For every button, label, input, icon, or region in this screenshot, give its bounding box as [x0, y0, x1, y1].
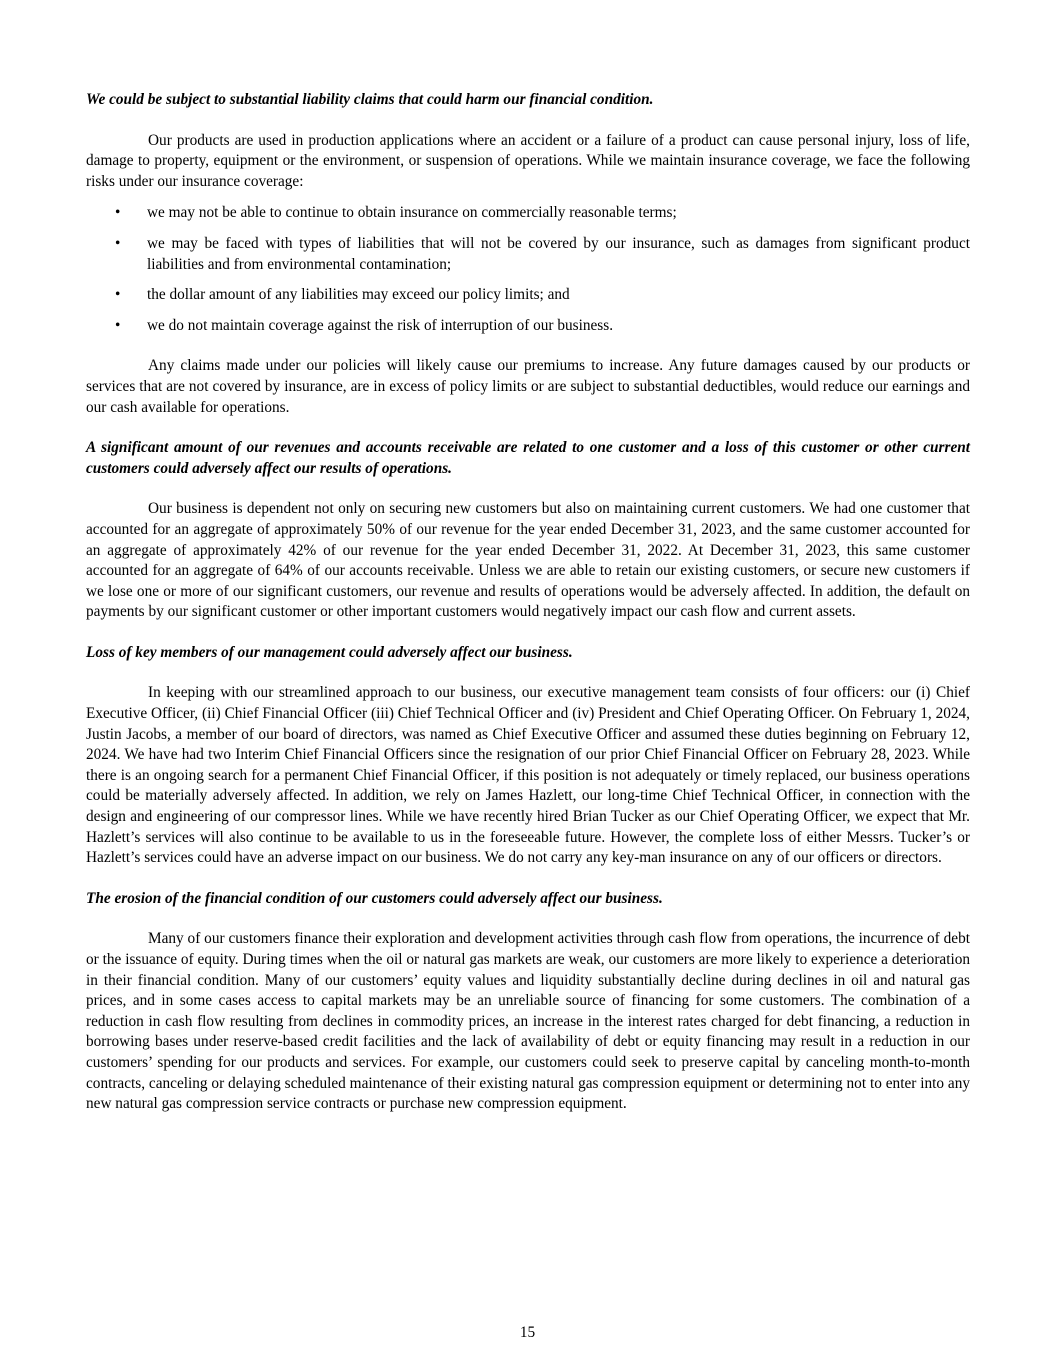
section-heading-key-management: Loss of key members of our management could adversely affect our business. [86, 643, 573, 661]
section-paragraph: Many of our customers finance their exploration and development activities through cash flow from operations, the incurrence of debt or the issuance of equity. During times when the oil or natural gas markets are weak, our customers are more likely to experience a deterioration in their financial condition. Many of our customers’ equity values and liquidity substantially decline during declines in oil and natural gas prices, and in some cases access to capital markets may be an unreliable source of financing for some customers. The combination of a reduction in cash flow resulting from declines in commodity prices, an increase in the interest rates charged for debt financing, a reduction in borrowing bases under reserve-based credit facilities and the lack of availability of debt or equity financing may result in a reduction in our customers’ spending for our products and services. For example, our customers could seek to preserve capital by canceling month-to-month contracts, canceling or delaying scheduled maintenance of their existing natural gas compression equipment or determining not to enter into any new natural gas compression service contracts or purchase new compression equipment. [86, 930, 970, 1113]
bullet-text: we do not maintain coverage against the risk of interruption of our business. [147, 316, 614, 334]
bullet-marker: • [115, 286, 121, 304]
bullet-text: we may not be able to continue to obtain insurance on commercially reasonable terms; [147, 204, 677, 222]
bullet-item [86, 234, 970, 275]
section-paragraph: Any claims made under our policies will likely cause our premiums to increase. Any future damages caused by our products or services that are not covered by insurance, are in excess of policy limits or are subject to substantial deductibles, would reduce our earnings and our cash available for operations. [86, 357, 970, 416]
section-heading-customer-financial-erosion: The erosion of the financial condition of our customers could adversely affect our business. [86, 889, 663, 907]
bullet-marker: • [115, 316, 121, 334]
risk-bullet-list [86, 203, 970, 336]
bullet-item [86, 316, 970, 337]
bullet-item [86, 203, 970, 224]
bullet-text: the dollar amount of any liabilities may exceed our policy limits; and [147, 286, 570, 304]
bullet-marker: • [115, 204, 121, 222]
bullet-marker: • [115, 234, 121, 252]
bullet-item [86, 285, 970, 306]
section-paragraph: Our products are used in production applications where an accident or a failure of a product can cause personal injury, loss of life, damage to property, equipment or the environment, or suspension of operations. While we maintain insurance coverage, we face the following risks under our insurance coverage: [86, 131, 970, 190]
section-heading-customer-concentration: A significant amount of our revenues and accounts receivable are related to one customer and a loss of this customer or other current customers could adversely affect our results of operations. [86, 439, 970, 477]
section-paragraph: In keeping with our streamlined approach to our business, our executive management team consists of four officers: our (i) Chief Executive Officer, (ii) Chief Financial Officer (iii) Chief Technical Officer and (iv) President and Chief Operating Officer. On February 1, 2024, Justin Jacobs, a member of our board of directors, was named as Chief Executive Officer and assumed these duties beginning on February 12, 2024. We have had two Interim Chief Financial Officers since the resignation of our prior Chief Financial Officer on February 28, 2023. While there is an ongoing search for a permanent Chief Financial Officer, if this position is not adequately or timely replaced, our business operations could be materially adversely affected. In addition, we rely on James Hazlett, our long-time Chief Technical Officer, in connection with the design and engineering of our compressor lines. While we have recently hired Brian Tucker as our Chief Operating Officer, we expect that Mr. Hazlett’s services will also continue to be available to us in the foreseeable future. However, the complete loss of either Messrs. Tucker’s or Hazlett’s services could have an adverse impact on our business. We do not carry any key-man insurance on any of our officers or directors. [86, 684, 970, 867]
page-number: 15 [519, 1324, 536, 1341]
bullet-text: we may be faced with types of liabilities that will not be covered by our insurance, such as damages from significant product liabilities and from environmental contamination; [147, 234, 970, 273]
document-page [86, 90, 970, 1115]
section-paragraph: Our business is dependent not only on securing new customers but also on maintaining current customers. We had one customer that accounted for an aggregate of approximately 50% of our revenue for the year ended December 31, 2023, and the same customer accounted for an aggregate of approximately 42% of our revenue for the year ended December 31, 2022. At December 31, 2023, this same customer accounted for an aggregate of 64% of our accounts receivable. Unless we are able to retain our existing customers, or secure new customers if we lose one or more of our significant customers, our revenue and results of operations would be adversely affected. In addition, the default on payments by our significant customer or other important customers would negatively impact our cash flow and current assets. [86, 500, 970, 621]
section-heading-liability-claims: We could be subject to substantial liability claims that could harm our financial condition. [86, 91, 654, 108]
